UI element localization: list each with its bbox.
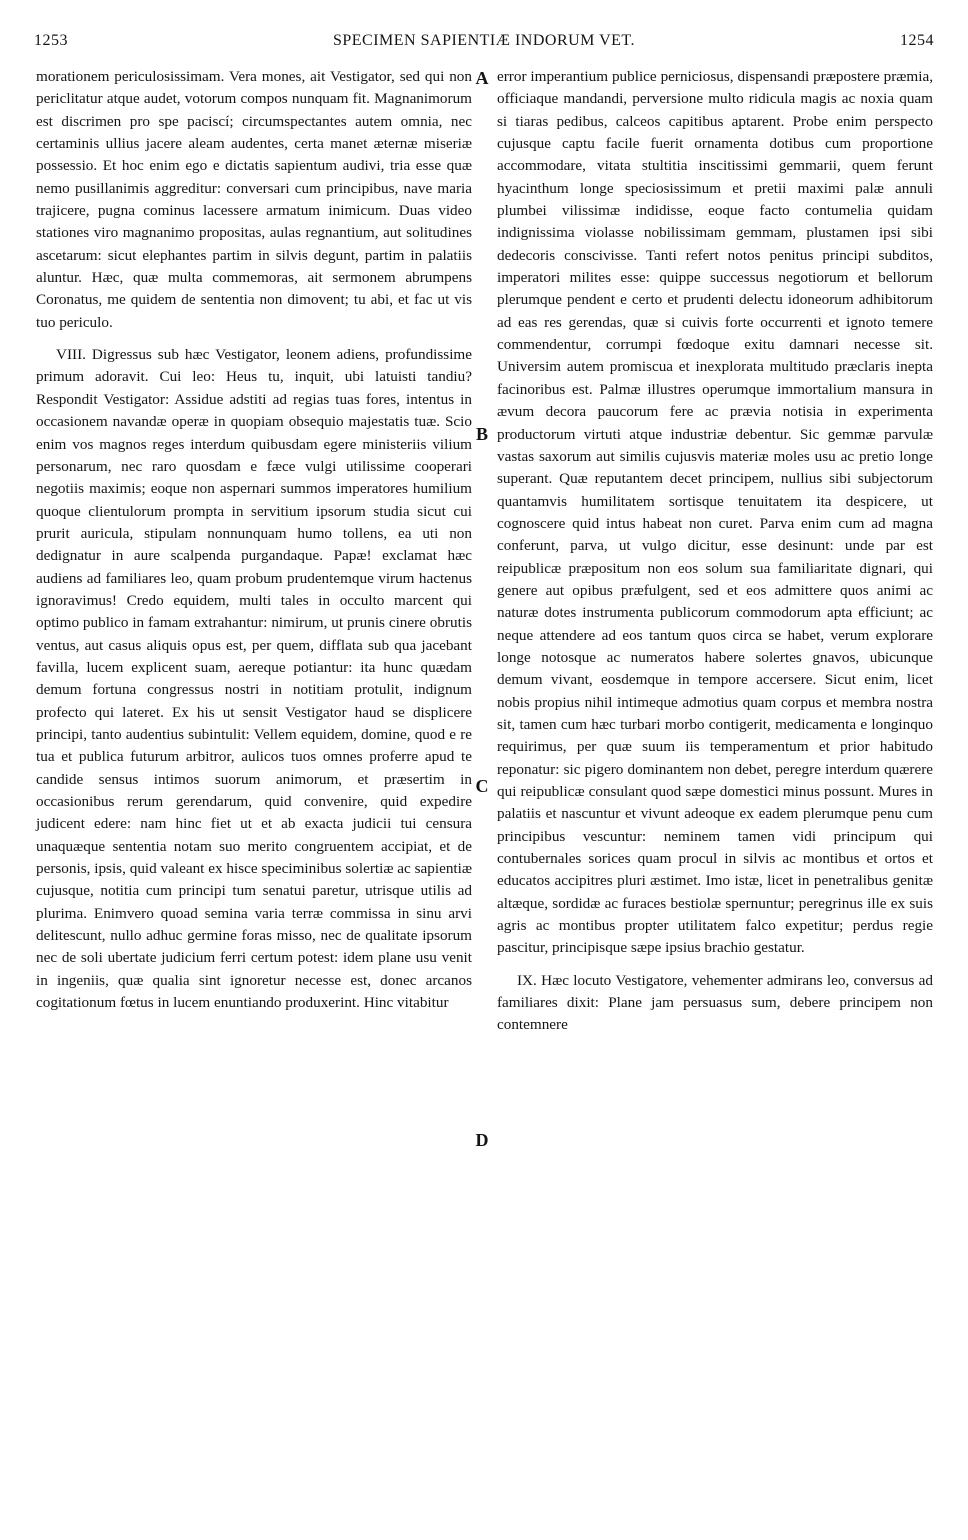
right-paragraph-section-ix: IX. Hæc locuto Vestigatore, vehementer admirans leo, conversus ad familiares dixit: Plane jam persuasus sum, debere principem non contemnere [497,971,933,1034]
page-number-right: 1254 [900,32,934,49]
section-marker-c: C [475,776,489,796]
running-header [34,32,934,56]
right-column [497,66,933,1532]
left-column [36,66,472,1532]
left-paragraph-1: morationem periculosissimam. Vera mones, ait Vestigator, sed qui non periclitatur atque audet, votorum compos nunquam fit. Magnanimorum est discrimen pro spe paciscí; circumspectantes autem omnia, nec certaminis ullius jacere aleam audentes, certa manet æternæ miseriæ possessio. Et hoc enim ego e dictatis sapientum audivi, tria esse quæ nemo pusillanimis aggreditur: conversari cum principibus, nave maria trajicere, pugna cominus lacessere armatum inimicum. Duas video stationes viro magnanimo propositas, aulas regnantium, aut solitudines ascetarum: sicut elephantes partim in silvis degunt, partim in palatiis aluntur. Hæc, quæ multa commemoras, ait sermonem abrumpens Coronatus, me quidem de sententia non dimovent; tu abi, et fac ut vis tuo periculo. [36,68,472,331]
section-marker-d: D [475,1130,489,1150]
left-paragraph-section-viii: VIII. Digressus sub hæc Vestigator, leonem adiens, profundissime primum adoravit. Cui leo: Heus tu, inquit, ubi latuisti tandiu? Respondit Vestigator: Assidue adstiti ad regias tuas fores, intentus in occasionem navandæ operæ in quopiam obsequio majestatis tuæ. Scio enim vos magnos reges interdum quibusdam egere ministeriis vilium personarum, nec raro quosdam e fæce vulgi utilissime cooperari negotiis maximis; eoque non aspernari summos imperatores humilium quoque clientulorum prompta in servitium ipsorum studia sicut cui prurit auricula, stipulam nonnunquam humo tollens, ea uti non dedignatur in aure scalpenda purgandaque. Papæ! exclamat hæc audiens ad familiares leo, quam probum prudentemque virum hactenus ignoravimus! Credo equidem, multi tales in occulto marcent qui optimo publico in famam extrahantur: nimirum, ut prunis cinere obrutis ventus, aut casus aliquis opus est, per quem, difflata sub qua jacebant favilla, lucem explicent suam, aereque potiantur: ita hunc quædam demum fortuna congressus nostri in notitiam protulit, indignum profecto qui lateret. Ex his ut sensit Vestigator haud se displicere principi, tanto audentius subintulit: Vellem equidem, domine, quod e re tua et publica futurum arbitror, aulicos tuos omnes proferre apud te candide sensus intimos suorum animorum, et præsertim in occasionibus rerum gerendarum, quid convenire, quid expedire judicent edere: nam hinc fiet ut et ab exacta judicii tui censura unaquæque sententia notam suo merito congruentem accipiat, et de personis, ipsis, quid valeant ex hisce speciminibus solertiæ ac sapientiæ cujusque, notitia cum principi tum senatui paretur, utrisque utilis ad plurima. Enimvero quoad semina varia terræ commissa in sinu arvi delitescunt, nullo adhuc germine foras misso, nec de qualitate ipsorum nec de soli ubertate judicium ferri certum potest: idem plane usu venit in ingeniis, quæ qualia sint ignoretur necesse est, donec arcanos cogitationum fœtus in lucem enuntiando produxerint. Hinc vitabitur [36,346,472,1012]
running-title: SPECIMEN SAPIENTIÆ INDORUM VET. [332,32,636,49]
page-number-left: 1253 [34,32,68,49]
right-paragraph-1: error imperantium publice perniciosus, dispensandi præpostere præmia, officiaque mandandi, perversione multo ridicula magis ac noxia quam si tiaras pedibus, calceos capitibus aptarent. Probe enim perspecto cujusque captu facile fuerit ornamenta dotibus cum proportione accommodare, vitata stultitia inscitissimi gemmarii, quem ferunt hyacinthum longe speciosissimum et pretii maximi palæ annuli plumbei vilissimæ indidisse, eoque facto contumelia quidam indignissima violasse nobilissimam gemmam, plustamen ipsi sibi dedecoris conscivisse. Tanti refert notos penitus principi subditos, imperatori milites esse: quippe successus negotiorum et bellorum plerumque pendent e certo et prudenti delectu idoneorum adhibitorum ad eas res gerendas, quæ si cuivis forte occurrenti et ignoto temere commendentur, corrumpi fœdoque exitu damnari necesse sit. Universim autem promiscua et inexplorata multitudo præclaris inepta facinoribus est. Palmæ illustres operumque immortalium mansura in ævum decora paucorum fere ac prævia notisia in experimenta productorum virtuti atque industriæ debentur. Sic gemmæ parvulæ vastas saxorum aut similis cujusvis materiæ moles usu ac pretio longe superant. Quæ reputantem decet principem, nullius sibi subjectorum quantamvis humilitatem sortisque tenuitatem ita despicere, ut cognoscere quid intus habeat non curet. Parva enim cum ad magna conferunt, parva, ut vulgo dicitur, esse desinunt: unde par est reipublicæ præpositum non eos solum sua familiaritate dignari, qui genere aut opibus præfulgent, sed et eos admittere quos animi ac naturæ dotes instrumenta publicorum commodorum apta efficiunt; ac neque attendere ad eos tantum quos circa se habet, verum explorare longe notosque ac numeratos habere solertes gnavos, ubicunque demum vivant, eosdemque in tempore accersere. Sicut enim, licet nobis propius nihil intimeque admotius quam corpus et membra nostra sit, tamen cum hæc turbari morbo contigerit, medicamenta e longinquo requirimus, per quæ suum iis temperamentum et prior habitudo reponatur: sic pigero dominantem non debet, peregre interdum quærere qui reipublicæ consulant quod sæpe domestici minus possunt. Mures in palatiis et nascuntur et vivunt adeoque ex eadem plerumque penu cum principibus vescuntur: neminem tamen vidi principum qui contubernales sorices quam procul in silvis ac montibus et ortos et educatos accipitres pluri æstimet. Imo istæ, licet in penetralibus genitæ altæque, sordidæ ac furaces bestiolæ spernuntur; peregrinus ille ex suis agris ac montibus propter utilitatem falco expetitur; perdus regie pascitur, principisque sæpe ipsius brachio gestatur. [497,68,933,957]
section-marker-b: B [475,424,488,444]
section-marker-a: A [475,68,489,88]
